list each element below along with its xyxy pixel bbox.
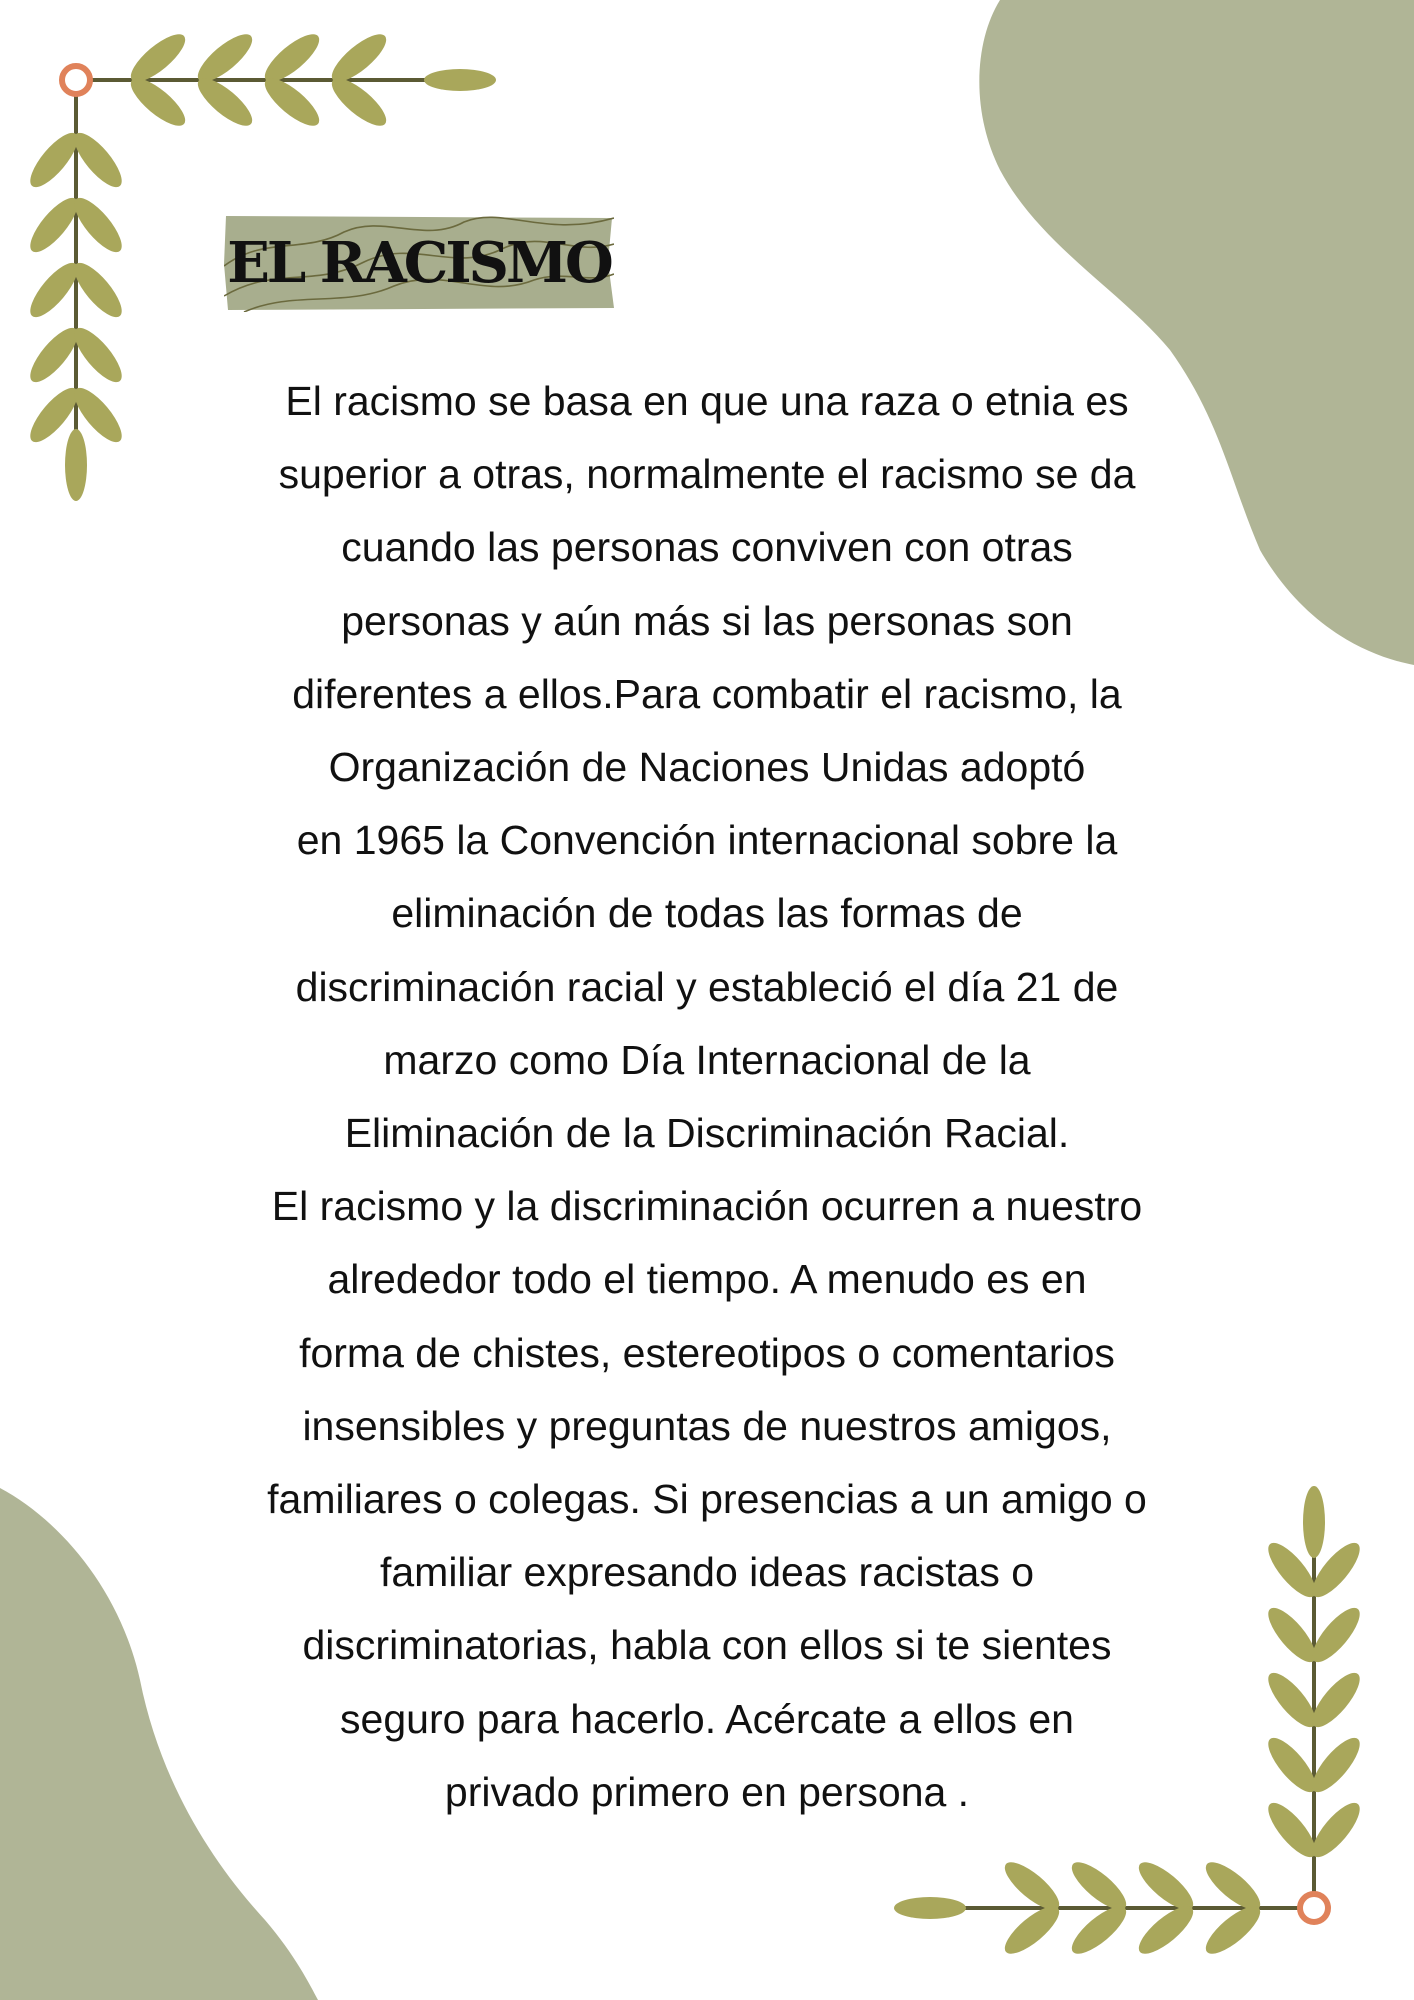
body-line: Eliminación de la Discriminación Racial. bbox=[344, 1110, 1070, 1157]
body-line: Organización de Naciones Unidas adoptó bbox=[328, 744, 1086, 791]
bottom-right-ring-icon bbox=[1300, 1894, 1328, 1922]
title-banner bbox=[224, 214, 614, 312]
body-line: diferentes a ellos.Para combatir el racismo, la bbox=[292, 670, 1122, 717]
body-line: El racismo se basa en que una raza o etnia es bbox=[285, 378, 1129, 424]
body-line: personas y aún más si las personas son bbox=[341, 597, 1073, 644]
body-line: seguro para hacerlo. Acércate a ellos en bbox=[340, 1695, 1074, 1742]
body-line: privado primero en persona . bbox=[444, 1768, 970, 1815]
body-line: marzo como Día Internacional de la bbox=[383, 1036, 1031, 1083]
body-line: insensibles y preguntas de nuestros amigos, bbox=[302, 1402, 1112, 1449]
body-line: en 1965 la Convención internacional sobre la bbox=[296, 817, 1118, 864]
body-line: cuando las personas conviven con otras bbox=[341, 524, 1073, 571]
body-line: El racismo y la discriminación ocurren a nuestro bbox=[271, 1183, 1143, 1230]
body-line: superior a otras, normalmente el racismo se da bbox=[278, 451, 1136, 498]
body-line: alrededor todo el tiempo. A menudo es en bbox=[327, 1256, 1087, 1303]
body-paragraph bbox=[200, 365, 1214, 1829]
page-title: EL RACISMO bbox=[227, 230, 611, 296]
body-line: discriminatorias, habla con ellos si te sientes bbox=[302, 1622, 1112, 1669]
body-line: familiares o colegas. Si presencias a un amigo o bbox=[267, 1476, 1147, 1523]
body-line: eliminación de todas las formas de bbox=[391, 890, 1023, 937]
body-line: familiar expresando ideas racistas o bbox=[379, 1549, 1035, 1596]
body-line: forma de chistes, estereotipos o comentarios bbox=[299, 1329, 1115, 1376]
body-line: discriminación racial y estableció el día 21 de bbox=[295, 963, 1119, 1010]
